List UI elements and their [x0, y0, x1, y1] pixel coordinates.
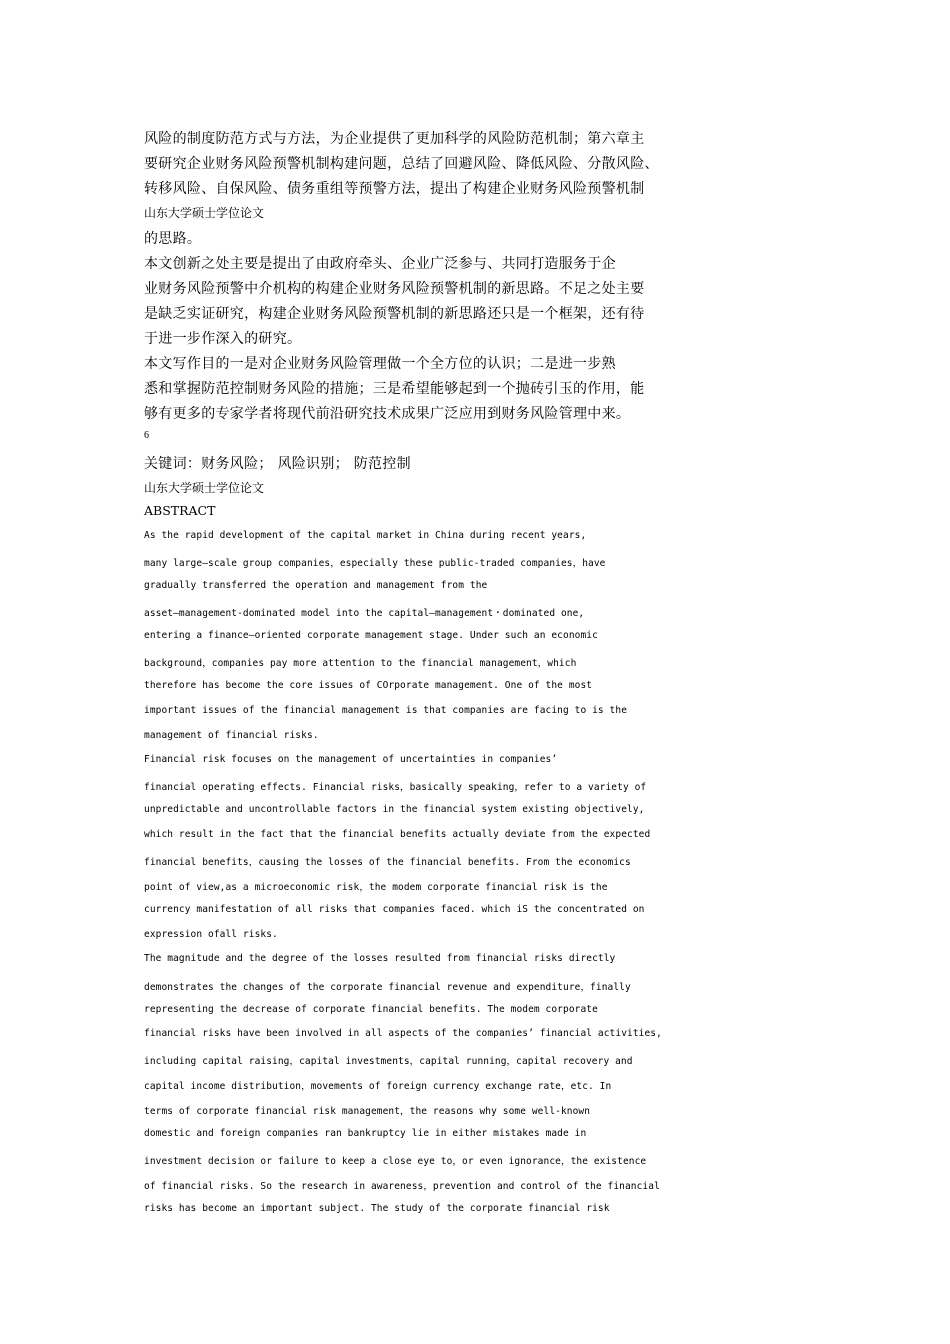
abstract-line: important issues of the financial management is that companies are facing to is the [144, 705, 628, 716]
zh-paragraph-line: 于进一步作深入的研究。 [144, 331, 302, 347]
abstract-line: asset—management-dominated model into the capital—management・dominated one, [144, 608, 585, 619]
abstract-line: entering a finance—oriented corporate management stage. Under such an economic [144, 630, 598, 641]
page-number: 6 [144, 430, 149, 441]
keywords: 关键词：财务风险； 风险识别； 防范控制 [144, 456, 411, 472]
zh-paragraph-line: 的思路。 [144, 231, 202, 247]
abstract-line: As the rapid development of the capital market in China during recent years, [144, 530, 587, 541]
abstract-line: point of view,as a microeconomic risk，the modem corporate financial risk is the [144, 882, 608, 893]
abstract-line: financial operating effects. Financial risks，basically speaking，refer to a variety of [144, 782, 647, 793]
abstract-line: therefore has become the core issues of COrporate management. One of the most [144, 680, 593, 691]
zh-paragraph-line: 本文创新之处主要是提出了由政府牵头、企业广泛参与、共同打造服务于企 [144, 256, 616, 272]
abstract-heading: ABSTRACT [144, 503, 216, 518]
zh-paragraph-line: 转移风险、自保风险、债务重组等预警方法，提出了构建企业财务风险预警机制 [144, 181, 645, 197]
abstract-line: The magnitude and the degree of the losses resulted from financial risks directly [144, 953, 616, 964]
abstract-line: background，companies pay more attention to the financial management，which [144, 658, 577, 669]
abstract-line: domestic and foreign companies ran bankruptcy lie in either mistakes made in [144, 1128, 587, 1139]
zh-paragraph-line: 风险的制度防范方式与方法，为企业提供了更加科学的风险防范机制；第六章主 [144, 131, 645, 147]
abstract-line: expression ofall risks. [144, 929, 278, 940]
abstract-line: Financial risk focuses on the management of uncertainties in companies’ [144, 754, 558, 765]
abstract-line: of financial risks. So the research in awareness，prevention and control of the financial [144, 1181, 660, 1192]
abstract-line: financial benefits，causing the losses of the financial benefits. From the economics [144, 857, 631, 868]
zh-paragraph-line: 本文写作目的一是对企业财务风险管理做一个全方位的认识；二是进一步熟 [144, 356, 616, 372]
abstract-line: financial risks have been involved in all aspects of the companies’ financial activities, [144, 1028, 662, 1039]
abstract-line: unpredictable and uncontrollable factors in the financial system existing objectively, [144, 804, 645, 815]
abstract-line: currency manifestation of all risks that companies faced. which iS the concentrated on [144, 904, 645, 915]
abstract-line: gradually transferred the operation and management from the [144, 580, 488, 591]
abstract-line: terms of corporate financial risk management，the reasons why some well-known [144, 1106, 591, 1117]
zh-paragraph-line: 要研究企业财务风险预警机制构建问题，总结了回避风险、降低风险、分散风险、 [144, 156, 659, 172]
abstract-line: capital income distribution，movements of foreign currency exchange rate，etc. In [144, 1081, 612, 1092]
abstract-line: investment decision or failure to keep a close eye to，or even ignorance，the existence [144, 1156, 647, 1167]
zh-paragraph-line: 是缺乏实证研究，构建企业财务风险预警机制的新思路还只是一个框架，还有待 [144, 306, 645, 322]
abstract-line: which result in the fact that the financial benefits actually deviate from the expected [144, 829, 651, 840]
running-header: 山东大学硕士学位论文 [144, 481, 265, 495]
running-header: 山东大学硕士学位论文 [144, 206, 265, 220]
zh-paragraph-line: 业财务风险预警中介机构的构建企业财务风险预警机制的新思路。不足之处主要 [144, 281, 645, 297]
zh-paragraph-line: 够有更多的专家学者将现代前沿研究技术成果广泛应用到财务风险管理中来。 [144, 406, 631, 422]
zh-paragraph-line: 悉和掌握防范控制财务风险的措施；三是希望能够起到一个抛砖引玉的作用，能 [144, 381, 645, 397]
abstract-line: many large—scale group companies，especially these public-traded companies，have [144, 558, 606, 569]
abstract-line: risks has become an important subject. The study of the corporate financial risk [144, 1203, 610, 1214]
abstract-line: representing the decrease of corporate financial benefits. The modem corporate [144, 1004, 598, 1015]
abstract-line: demonstrates the changes of the corporate financial revenue and expenditure，finally [144, 982, 631, 993]
abstract-line: including capital raising，capital investments，capital running，capital recovery and [144, 1056, 633, 1067]
abstract-line: management of financial risks. [144, 730, 319, 741]
